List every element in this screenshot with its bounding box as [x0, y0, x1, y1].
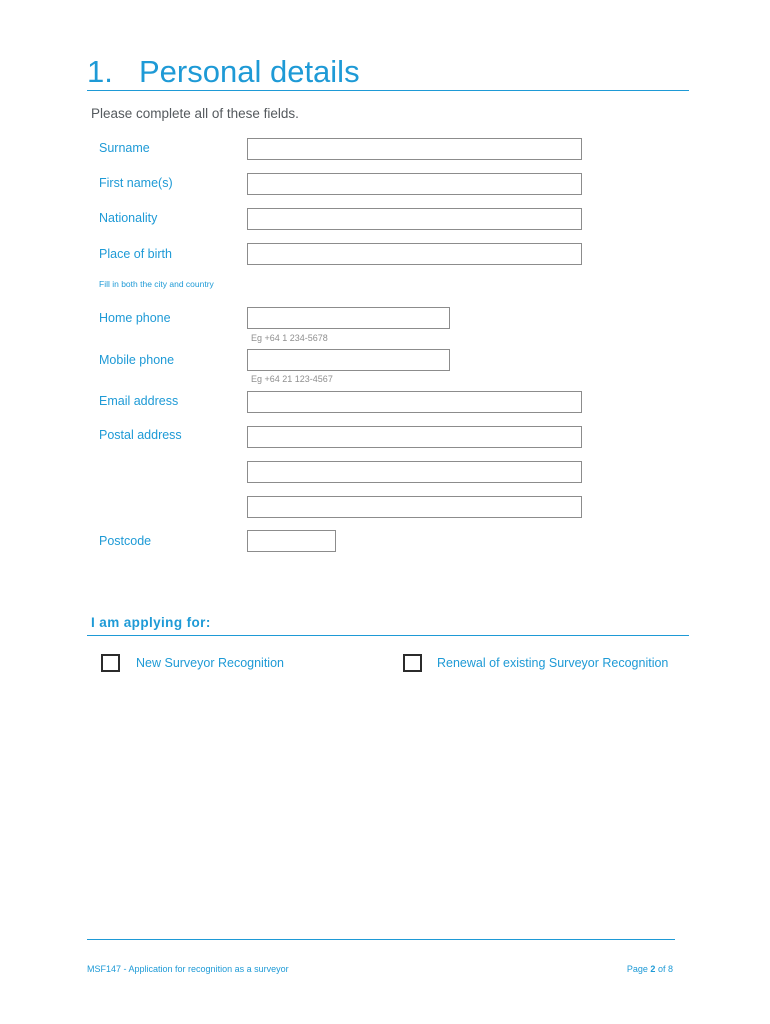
mobile-phone-label: Mobile phone	[99, 353, 175, 367]
page-indicator	[627, 964, 673, 974]
applying-heading: I am applying for:	[91, 615, 211, 630]
place-of-birth-hint: Fill in both the city and country	[99, 279, 214, 289]
nationality-label: Nationality	[99, 211, 158, 225]
page-word: Page	[626, 964, 648, 974]
form-reference: MSF147 - Application for recognition as a surveyor	[87, 964, 289, 974]
home-phone-example: Eg +64 1 234-5678	[251, 333, 328, 343]
home-phone-label: Home phone	[99, 311, 171, 325]
section-number: 1.	[87, 54, 113, 89]
place-of-birth-label: Place of birth	[99, 247, 172, 261]
page-title	[87, 50, 360, 94]
footer-divider	[87, 939, 675, 940]
page-current: 2	[650, 964, 656, 974]
email-label: Email address	[99, 394, 179, 408]
renewal-recognition-label[interactable]: Renewal of existing Surveyor Recognition	[437, 656, 669, 670]
postcode-label: Postcode	[99, 534, 152, 548]
home-phone-input[interactable]	[247, 307, 450, 329]
nationality-input[interactable]	[247, 208, 582, 230]
title-divider	[87, 90, 689, 91]
mobile-phone-example: Eg +64 21 123-4567	[251, 374, 333, 384]
page-total: 8	[667, 964, 673, 974]
new-recognition-label[interactable]: New Surveyor Recognition	[136, 656, 284, 670]
applying-divider	[87, 635, 689, 636]
first-names-input[interactable]	[247, 173, 582, 195]
postal-address-line-1[interactable]	[247, 426, 582, 448]
surname-input[interactable]	[247, 138, 582, 160]
email-input[interactable]	[247, 391, 582, 413]
section-title-text: Personal details	[139, 54, 360, 89]
first-names-label: First name(s)	[99, 176, 173, 190]
page-of: of	[657, 964, 666, 974]
postcode-input[interactable]	[247, 530, 336, 552]
surname-label: Surname	[99, 141, 150, 155]
place-of-birth-input[interactable]	[247, 243, 582, 265]
renewal-recognition-checkbox[interactable]	[403, 654, 422, 672]
new-recognition-checkbox[interactable]	[101, 654, 120, 672]
postal-address-line-2[interactable]	[247, 461, 582, 483]
intro-text: Please complete all of these fields.	[91, 106, 299, 121]
postal-address-line-3[interactable]	[247, 496, 582, 518]
mobile-phone-input[interactable]	[247, 349, 450, 371]
postal-address-label: Postal address	[99, 428, 182, 442]
